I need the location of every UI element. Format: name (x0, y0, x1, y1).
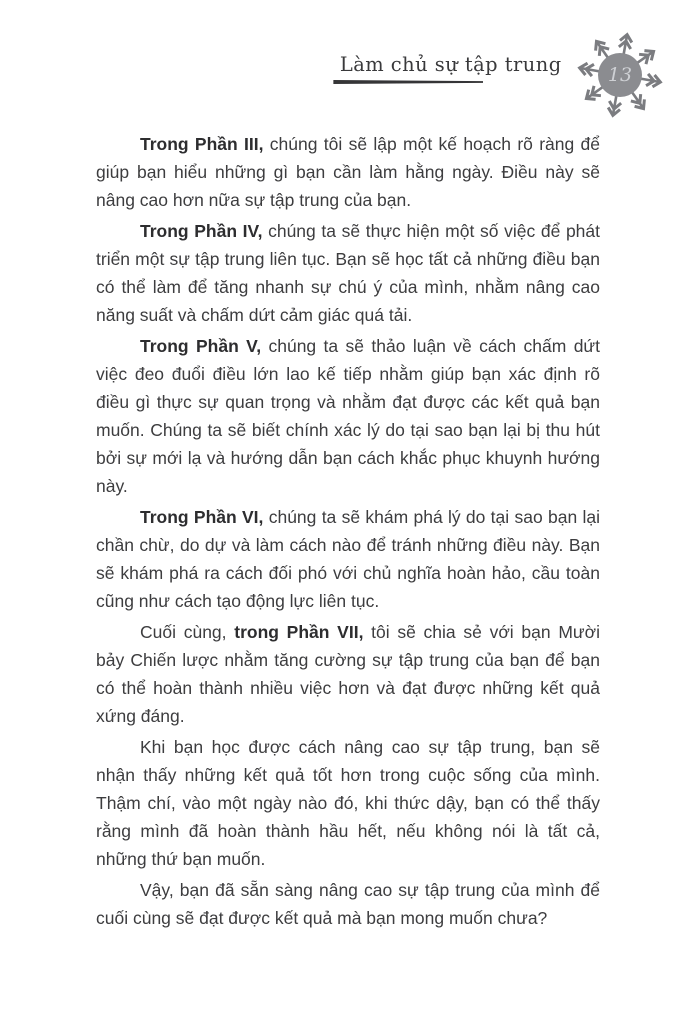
paragraph-lead: Trong Phần V, (140, 336, 262, 356)
page-number: 13 (607, 64, 633, 86)
paragraph-text: Vậy, bạn đã sẵn sàng nâng cao sự tập trung của mình để cuối cùng sẽ đạt được kết quả mà bạn mong muốn chưa? (96, 880, 600, 928)
paragraph (96, 332, 600, 500)
paragraph-pre: Cuối cùng, (140, 622, 235, 642)
paragraph-text: tôi sẽ chia sẻ với bạn Mười bảy Chiến lược nhằm tăng cường sự tập trung của bạn để bạn có thể hoàn thành nhiều việc hơn và đạt được những kết quả xứng đáng. (96, 622, 600, 726)
paragraph (96, 217, 600, 329)
running-title-underline (333, 80, 483, 84)
running-head (333, 52, 562, 84)
paragraph-text: chúng tôi sẽ lập một kế hoạch rõ ràng để giúp bạn hiểu những gì bạn cần làm hằng ngày. Điều này sẽ nâng cao hơn nữa sự tập trung của bạn. (96, 134, 600, 210)
paragraph (96, 130, 600, 214)
arrows-in-target-icon (572, 27, 668, 123)
paragraph-lead: Trong Phần IV, (140, 221, 263, 241)
page-body (96, 130, 600, 935)
paragraph-text: chúng ta sẽ khám phá lý do tại sao bạn lại chần chừ, do dự và làm cách nào để tránh những điều này. Bạn sẽ khám phá ra cách đối phó với chủ nghĩa hoàn hảo, cầu toàn cũng như cách tạo động lực liên tục. (96, 507, 600, 611)
paragraph-lead: Trong Phần VI, (140, 507, 264, 527)
paragraph-text: Khi bạn học được cách nâng cao sự tập trung, bạn sẽ nhận thấy những kết quả tốt hơn trong cuộc sống của mình. Thậm chí, vào một ngày nào đó, khi thức dậy, bạn có thể thấy rằng mình đã hoàn thành hầu hết, nếu không nói là tất cả, những thứ bạn muốn. (96, 737, 600, 869)
paragraph (96, 733, 600, 873)
page-number-badge (572, 27, 668, 123)
paragraph (96, 618, 600, 730)
paragraph-lead: Trong Phần III, (140, 134, 264, 154)
paragraph-text: chúng ta sẽ thực hiện một số việc để phát triển một sự tập trung liên tục. Bạn sẽ học tất cả những điều bạn có thể làm để tăng nhanh sự chú ý của mình, nhằm nâng cao năng suất và chấm dứt cảm giác quá tải. (96, 221, 600, 325)
paragraph-lead: trong Phần VII, (234, 622, 364, 642)
paragraph (96, 876, 600, 932)
running-title: Làm chủ sự tập trung (340, 52, 562, 76)
paragraph (96, 503, 600, 615)
paragraph-text: chúng ta sẽ thảo luận về cách chấm dứt việc đeo đuổi điều lớn lao kế tiếp nhằm giúp bạn xác định rõ điều gì thực sự quan trọng và nhằm đạt được các kết quả bạn muốn. Chúng ta sẽ biết chính xác lý do tại sao bạn lại bị thu hút bởi sự mới lạ và hướng dẫn bạn cách khắc phục khuynh hướng này. (96, 336, 600, 496)
